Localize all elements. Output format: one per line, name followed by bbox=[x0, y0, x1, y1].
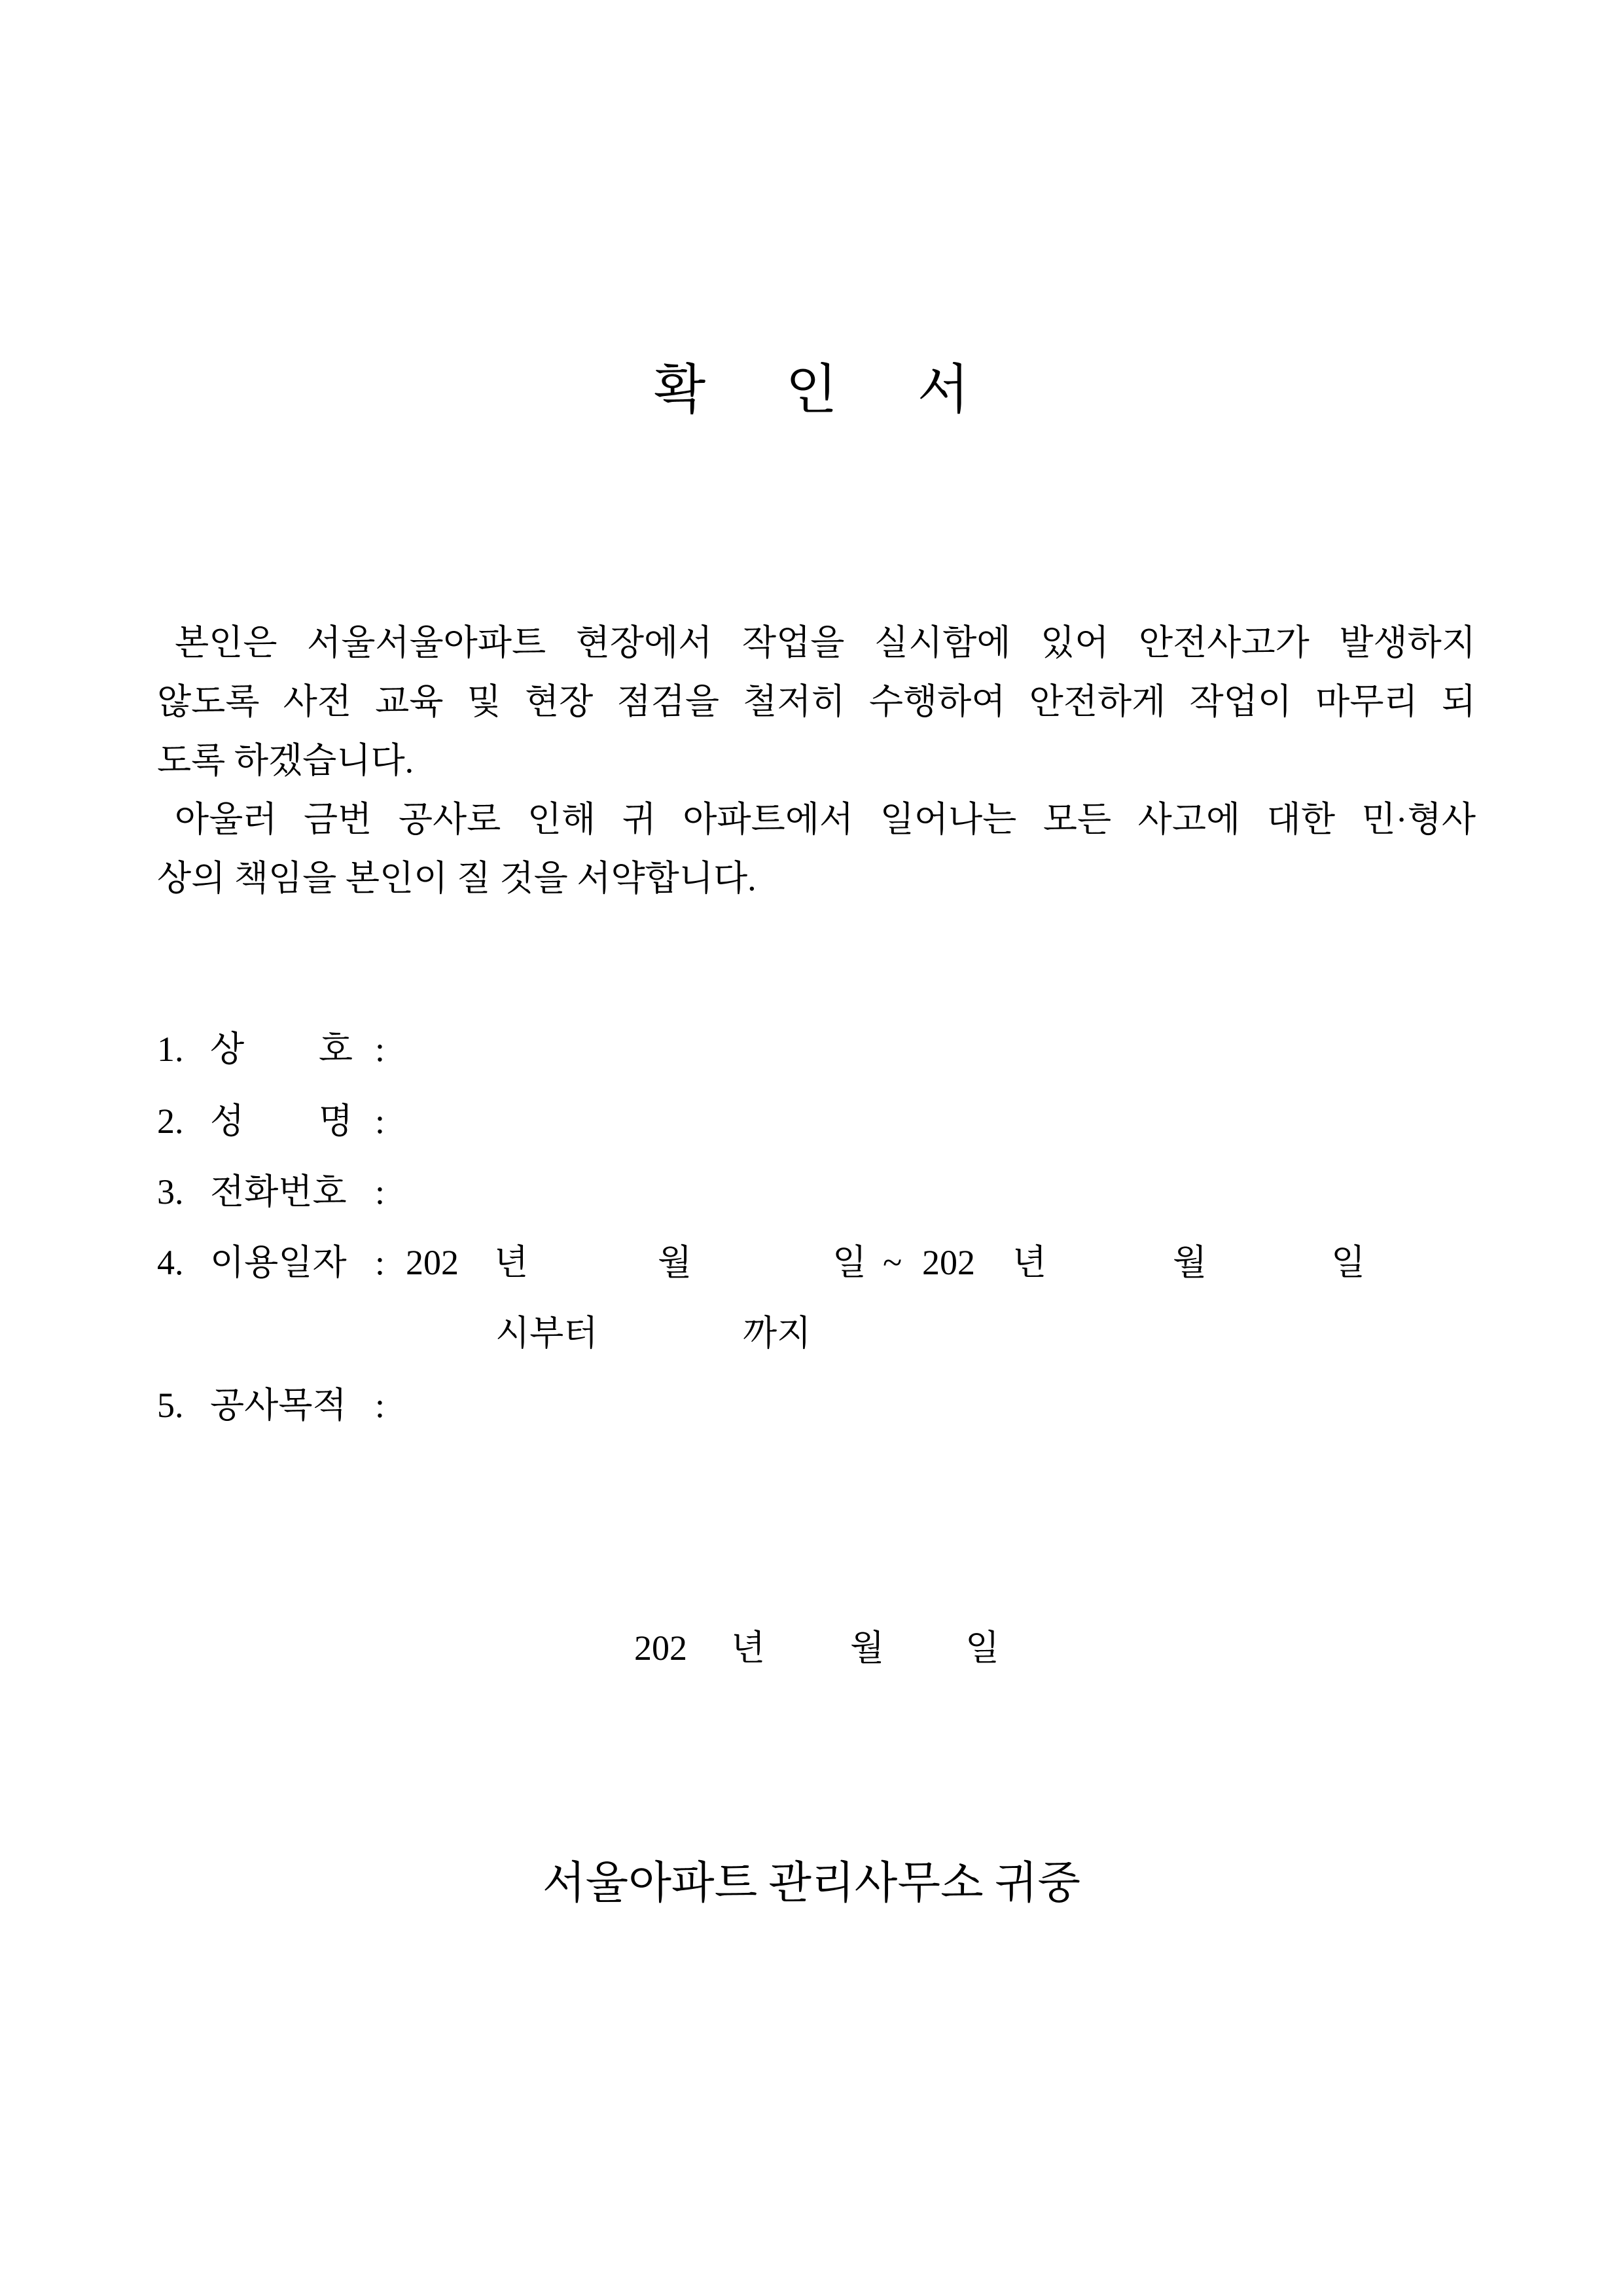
field-number: 1. bbox=[157, 1030, 184, 1069]
start-year-unit: 년 bbox=[494, 1243, 529, 1282]
field-construction-purpose bbox=[0, 1388, 1623, 1423]
recipient: 서울아파트 관리사무소 귀중 bbox=[542, 1858, 1081, 1908]
body-line: 도록 하겠습니다. bbox=[157, 741, 414, 780]
field-usage-time bbox=[0, 1316, 1623, 1351]
body-line: 아울러 금번 공사로 인해 귀 아파트에서 일어나는 모든 사고에 대한 민·형사 bbox=[175, 800, 1476, 839]
end-year-prefix: 202 bbox=[922, 1243, 975, 1282]
field-phone bbox=[0, 1174, 1623, 1210]
field-colon: : bbox=[375, 1172, 385, 1211]
period-separator: ~ bbox=[883, 1243, 902, 1282]
document-date bbox=[0, 1630, 1623, 1666]
body-line: 않도록 사전 교육 및 현장 점검을 철저히 수행하여 안전하게 작업이 마무리 되 bbox=[157, 682, 1476, 721]
start-day-unit: 일 bbox=[832, 1243, 867, 1282]
body-line: 본인은 서울서울아파트 현장에서 작업을 실시함에 있어 안전사고가 발생하지 bbox=[175, 623, 1476, 662]
end-month-unit: 월 bbox=[1173, 1243, 1207, 1282]
document-title: 확 인 서 bbox=[653, 360, 1003, 420]
field-number: 3. bbox=[157, 1172, 184, 1211]
start-year-prefix: 202 bbox=[406, 1243, 459, 1282]
field-colon: : bbox=[375, 1243, 385, 1282]
date-day-unit: 일 bbox=[965, 1628, 1000, 1668]
field-colon: : bbox=[375, 1102, 385, 1141]
field-name bbox=[0, 1103, 1623, 1139]
field-company-name bbox=[0, 1031, 1623, 1067]
field-colon: : bbox=[375, 1386, 385, 1425]
field-number: 5. bbox=[157, 1386, 184, 1425]
field-usage-period bbox=[0, 1245, 1623, 1280]
from-time-label: 시부터 bbox=[495, 1314, 598, 1353]
field-number: 2. bbox=[157, 1102, 184, 1141]
field-colon: : bbox=[375, 1030, 385, 1069]
field-number: 4. bbox=[157, 1243, 184, 1282]
field-label: 공사목적 bbox=[210, 1386, 347, 1425]
end-year-unit: 년 bbox=[1012, 1243, 1047, 1282]
field-label: 성 명 bbox=[210, 1102, 353, 1141]
end-day-unit: 일 bbox=[1331, 1243, 1366, 1282]
field-label: 상 호 bbox=[210, 1030, 353, 1069]
body-line: 상의 책임을 본인이 질 것을 서약합니다. bbox=[157, 859, 757, 898]
to-time-label: 까지 bbox=[743, 1314, 812, 1353]
body-text bbox=[157, 613, 1476, 908]
field-label: 전화번호 bbox=[210, 1172, 347, 1211]
date-month-unit: 월 bbox=[850, 1628, 885, 1668]
start-month-unit: 월 bbox=[658, 1243, 692, 1282]
date-year-unit: 년 bbox=[731, 1628, 766, 1668]
field-label: 이용일자 bbox=[210, 1243, 347, 1282]
date-year-prefix: 202 bbox=[634, 1628, 687, 1668]
